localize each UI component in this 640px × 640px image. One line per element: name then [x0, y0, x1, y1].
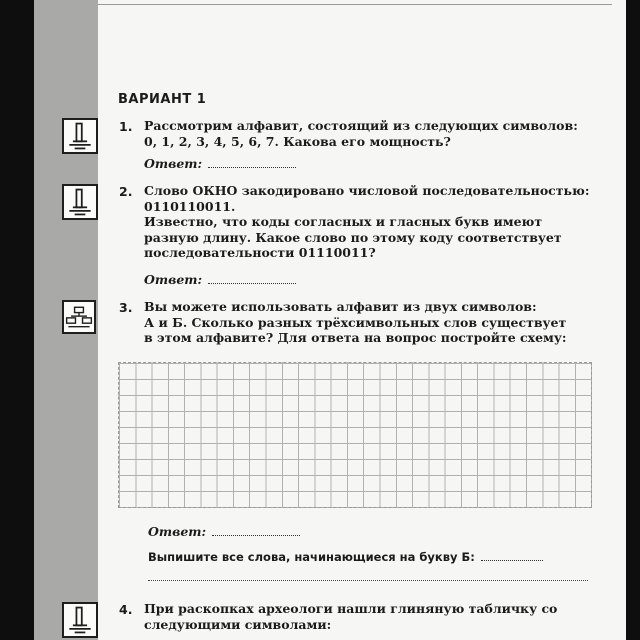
question-number: 1.: [119, 119, 133, 134]
question-number: 2.: [119, 184, 133, 199]
question-line: При раскопках археологи нашли глиняную табличку со: [144, 601, 558, 616]
answer-label: Ответ:: [144, 156, 203, 171]
question-text: [144, 183, 590, 261]
answer-blank[interactable]: [208, 157, 296, 168]
write-words-line[interactable]: [148, 580, 588, 581]
write-words-blank[interactable]: [481, 550, 543, 561]
answer-field[interactable]: [148, 524, 300, 539]
ruler-stand-icon: [62, 184, 98, 220]
question-line: последовательности 01110011?: [144, 245, 376, 260]
variant-heading: ВАРИАНТ 1: [118, 92, 207, 107]
answer-label: Ответ:: [144, 272, 203, 287]
question-line: Рассмотрим алфавит, состоящий из следующих символов:: [144, 118, 578, 133]
question-line: в этом алфавите? Для ответа на вопрос постройте схему:: [144, 330, 567, 345]
left-frame-border: [0, 0, 34, 640]
question-line: 0110110011.: [144, 198, 236, 214]
question-line: Известно, что коды согласных и гласных букв имеют: [144, 214, 543, 229]
question-line: 0, 1, 2, 3, 4, 5, 6, 7. Какова его мощность?: [144, 133, 451, 149]
right-frame-border: [626, 0, 640, 640]
answer-label: Ответ:: [148, 524, 207, 539]
top-rule: [98, 4, 612, 5]
question-number: 4.: [119, 602, 133, 617]
question-line: Вы можете использовать алфавит из двух символов:: [144, 299, 537, 314]
write-words-field[interactable]: [148, 550, 543, 564]
answer-blank[interactable]: [212, 525, 300, 536]
question-text: [144, 118, 590, 149]
answer-blank[interactable]: [208, 273, 296, 284]
scheme-diagram-icon: [62, 300, 96, 334]
question-line: Слово ОКНО закодировано числовой последовательностью:: [144, 183, 590, 198]
drawing-grid[interactable]: [118, 362, 592, 508]
question-line: разную длину. Какое слово по этому коду соответствует: [144, 229, 562, 245]
question-line: следующими символами:: [144, 616, 332, 632]
answer-field[interactable]: [144, 272, 296, 287]
ruler-stand-icon: [62, 602, 98, 638]
question-text: [144, 299, 590, 346]
question-number: 3.: [119, 300, 133, 315]
answer-field[interactable]: [144, 156, 296, 171]
question-line: А и Б. Сколько разных трёхсимвольных слов существует: [144, 314, 567, 330]
ruler-stand-icon: [62, 118, 98, 154]
write-words-prompt: Выпишите все слова, начинающиеся на букву Б:: [148, 550, 475, 564]
question-text: [144, 601, 590, 632]
